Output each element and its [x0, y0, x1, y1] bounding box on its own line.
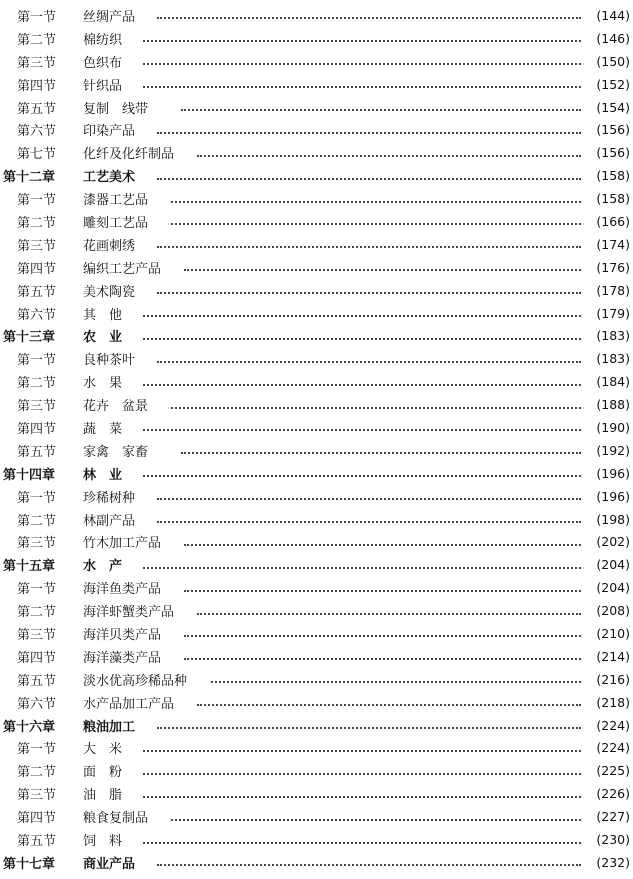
dot-leader: [184, 635, 581, 637]
page-number: (204): [596, 557, 630, 573]
entry-title: 竹木加工产品: [83, 536, 162, 552]
chapter-label: 第十五章: [3, 559, 56, 575]
dot-leader: [143, 842, 581, 844]
dot-leader: [157, 17, 581, 19]
toc-section-row[interactable]: [0, 141, 633, 164]
page-number: (226): [596, 786, 630, 802]
page-number: (150): [596, 53, 630, 69]
page-number: (184): [596, 374, 630, 390]
dot-leader: [143, 40, 581, 42]
entry-title: 复制 线带: [83, 101, 149, 117]
section-label: 第四节: [17, 421, 57, 437]
page-number: (156): [596, 145, 630, 161]
section-label: 第五节: [17, 834, 57, 849]
dot-leader: [143, 796, 581, 798]
toc-chapter-row[interactable]: [0, 714, 633, 737]
toc-section-row[interactable]: [0, 302, 633, 325]
page-number: (227): [596, 809, 630, 825]
dot-leader: [157, 292, 581, 294]
page-number: (202): [596, 534, 630, 550]
entry-title: 家禽 家畜: [83, 444, 149, 460]
section-label: 第三节: [17, 536, 57, 552]
dot-leader: [184, 269, 581, 271]
entry-title: 水产品加工产品: [83, 696, 175, 712]
chapter-label: 第十三章: [3, 330, 56, 346]
dot-leader: [197, 704, 581, 706]
page-number: (158): [596, 168, 630, 184]
section-label: 第二节: [17, 765, 57, 781]
toc-chapter-row[interactable]: [0, 851, 633, 874]
entry-title: 花卉 盆景: [83, 399, 149, 415]
section-label: 第三节: [17, 238, 57, 254]
page-number: (183): [596, 328, 630, 344]
page-number: (208): [596, 603, 630, 619]
dot-leader: [157, 498, 581, 500]
page-number: (183): [596, 351, 630, 367]
section-label: 第三节: [17, 55, 57, 71]
page-number: (152): [596, 76, 630, 92]
toc-section-row[interactable]: [0, 782, 633, 805]
toc-section-row[interactable]: [0, 530, 633, 553]
toc-section-row[interactable]: [0, 187, 633, 210]
section-label: 第五节: [17, 101, 57, 117]
toc-section-row[interactable]: [0, 96, 633, 119]
toc-section-row[interactable]: [0, 599, 633, 622]
toc-section-row[interactable]: [0, 439, 633, 462]
entry-title: 棉纺织: [83, 32, 123, 48]
dot-leader: [157, 361, 581, 363]
entry-title: 饲 料: [83, 834, 123, 849]
dot-leader: [143, 773, 581, 775]
page-number: (158): [596, 191, 630, 207]
entry-title: 美术陶瓷: [83, 284, 136, 300]
entry-title: 粮食复制品: [83, 811, 149, 827]
dot-leader: [184, 544, 581, 546]
toc-section-row[interactable]: [0, 508, 633, 531]
page-number: (179): [596, 305, 630, 321]
dot-leader: [143, 384, 581, 386]
page-number: (156): [596, 122, 630, 138]
toc-section-row[interactable]: [0, 759, 633, 782]
entry-title: 农 业: [83, 330, 123, 346]
toc-section-row[interactable]: [0, 805, 633, 828]
toc-chapter-row[interactable]: [0, 462, 633, 485]
chapter-label: 第十六章: [3, 719, 56, 735]
page-number: (204): [596, 580, 630, 596]
toc-section-row[interactable]: [0, 828, 633, 851]
page-number: (216): [596, 671, 630, 687]
dot-leader: [143, 338, 581, 340]
entry-title: 海洋虾蟹类产品: [83, 605, 175, 621]
page-number: (196): [596, 488, 630, 504]
dot-leader: [184, 658, 581, 660]
page-number: (154): [596, 99, 630, 115]
toc-section-row[interactable]: [0, 118, 633, 141]
entry-title: 海洋藻类产品: [83, 650, 162, 666]
section-label: 第五节: [17, 673, 57, 689]
entry-title: 丝绸产品: [83, 9, 136, 25]
entry-title: 海洋贝类产品: [83, 627, 162, 643]
dot-leader: [143, 429, 581, 431]
page-number: (178): [596, 282, 630, 298]
dot-leader: [143, 63, 581, 65]
dot-leader: [143, 86, 581, 88]
toc-section-row[interactable]: [0, 393, 633, 416]
toc-section-row[interactable]: [0, 576, 633, 599]
entry-title: 印染产品: [83, 124, 136, 140]
section-label: 第一节: [17, 742, 57, 758]
toc-section-row[interactable]: [0, 73, 633, 96]
toc-chapter-row[interactable]: [0, 164, 633, 187]
chapter-label: 第十七章: [3, 856, 56, 872]
dot-leader: [157, 727, 581, 729]
section-label: 第一节: [17, 353, 57, 369]
entry-title: 良种茶叶: [83, 353, 136, 369]
page-number: (230): [596, 832, 630, 847]
toc-section-row[interactable]: [0, 256, 633, 279]
entry-title: 面 粉: [83, 765, 123, 781]
section-label: 第五节: [17, 444, 57, 460]
dot-leader: [197, 155, 581, 157]
page-number: (192): [596, 442, 630, 458]
entry-title: 海洋鱼类产品: [83, 582, 162, 598]
dot-leader: [171, 201, 581, 203]
section-label: 第一节: [17, 193, 57, 209]
entry-title: 色织布: [83, 55, 123, 71]
entry-title: 水 产: [83, 559, 123, 575]
page-number: (198): [596, 511, 630, 527]
entry-title: 林副产品: [83, 513, 136, 529]
section-label: 第三节: [17, 788, 57, 804]
toc-chapter-row[interactable]: [0, 553, 633, 576]
entry-title: 水 果: [83, 376, 123, 392]
entry-title: 珍稀树种: [83, 490, 136, 506]
entry-title: 林 业: [83, 467, 123, 483]
page-number: (210): [596, 625, 630, 641]
entry-title: 油 脂: [83, 788, 123, 804]
toc-section-row[interactable]: [0, 691, 633, 714]
page-number: (188): [596, 397, 630, 413]
dot-leader: [184, 590, 581, 592]
toc-section-row[interactable]: [0, 737, 633, 760]
chapter-label: 第十四章: [3, 467, 56, 483]
page-number: (224): [596, 740, 630, 756]
toc-section-row[interactable]: [0, 668, 633, 691]
toc-section-row[interactable]: [0, 50, 633, 73]
dot-leader: [171, 819, 581, 821]
page-number: (190): [596, 419, 630, 435]
section-label: 第一节: [17, 582, 57, 598]
chapter-label: 第十二章: [3, 170, 56, 186]
section-label: 第一节: [17, 490, 57, 506]
dot-leader: [171, 407, 581, 409]
toc-section-row[interactable]: [0, 416, 633, 439]
dot-leader: [143, 567, 581, 569]
dot-leader: [181, 109, 581, 111]
section-label: 第二节: [17, 32, 57, 48]
section-label: 第六节: [17, 696, 57, 712]
toc-section-row[interactable]: [0, 622, 633, 645]
section-label: 第七节: [17, 147, 57, 163]
page-number: (218): [596, 694, 630, 710]
page-number: (176): [596, 259, 630, 275]
toc-section-row[interactable]: [0, 485, 633, 508]
section-label: 第三节: [17, 627, 57, 643]
dot-leader: [171, 223, 581, 225]
toc-section-row[interactable]: [0, 4, 633, 27]
section-label: 第六节: [17, 307, 57, 323]
section-label: 第六节: [17, 124, 57, 140]
dot-leader: [143, 750, 581, 752]
toc-chapter-row[interactable]: [0, 324, 633, 347]
toc-section-row[interactable]: [0, 27, 633, 50]
page-number: (144): [596, 7, 630, 23]
entry-title: 淡水优高珍稀品种: [83, 673, 188, 689]
dot-leader: [157, 178, 581, 180]
page-number: (224): [596, 717, 630, 733]
section-label: 第二节: [17, 376, 57, 392]
entry-title: 编织工艺产品: [83, 261, 162, 277]
section-label: 第二节: [17, 513, 57, 529]
dot-leader: [157, 521, 581, 523]
table-of-contents: [0, 4, 633, 874]
toc-section-row[interactable]: [0, 370, 633, 393]
entry-title: 其 他: [83, 307, 123, 323]
entry-title: 商业产品: [83, 856, 136, 872]
dot-leader: [157, 132, 581, 134]
section-label: 第四节: [17, 261, 57, 277]
section-label: 第二节: [17, 605, 57, 621]
entry-title: 漆器工艺品: [83, 193, 149, 209]
entry-title: 工艺美术: [83, 170, 136, 186]
toc-section-row[interactable]: [0, 347, 633, 370]
section-label: 第四节: [17, 811, 57, 827]
entry-title: 化纤及化纤制品: [83, 147, 175, 163]
dot-leader: [143, 475, 581, 477]
dot-leader: [197, 613, 581, 615]
section-label: 第四节: [17, 650, 57, 666]
toc-section-row[interactable]: [0, 279, 633, 302]
page-number: (196): [596, 465, 630, 481]
entry-title: 雕刻工艺品: [83, 215, 149, 231]
page-number: (214): [596, 648, 630, 664]
page-number: (174): [596, 236, 630, 252]
section-label: 第四节: [17, 78, 57, 94]
section-label: 第五节: [17, 284, 57, 300]
dot-leader: [181, 452, 581, 454]
page-number: (146): [596, 30, 630, 46]
entry-title: 花画刺绣: [83, 238, 136, 254]
entry-title: 针织品: [83, 78, 123, 94]
dot-leader: [211, 681, 581, 683]
dot-leader: [143, 315, 581, 317]
toc-section-row[interactable]: [0, 210, 633, 233]
toc-section-row[interactable]: [0, 645, 633, 668]
section-label: 第二节: [17, 215, 57, 231]
page-number: (225): [596, 763, 630, 779]
page-number: (232): [596, 854, 630, 870]
dot-leader: [157, 864, 581, 866]
entry-title: 大 米: [83, 742, 123, 758]
page-number: (166): [596, 213, 630, 229]
entry-title: 蔬 菜: [83, 421, 123, 437]
entry-title: 粮油加工: [83, 719, 136, 735]
toc-section-row[interactable]: [0, 233, 633, 256]
dot-leader: [157, 246, 581, 248]
section-label: 第一节: [17, 9, 57, 25]
section-label: 第三节: [17, 399, 57, 415]
